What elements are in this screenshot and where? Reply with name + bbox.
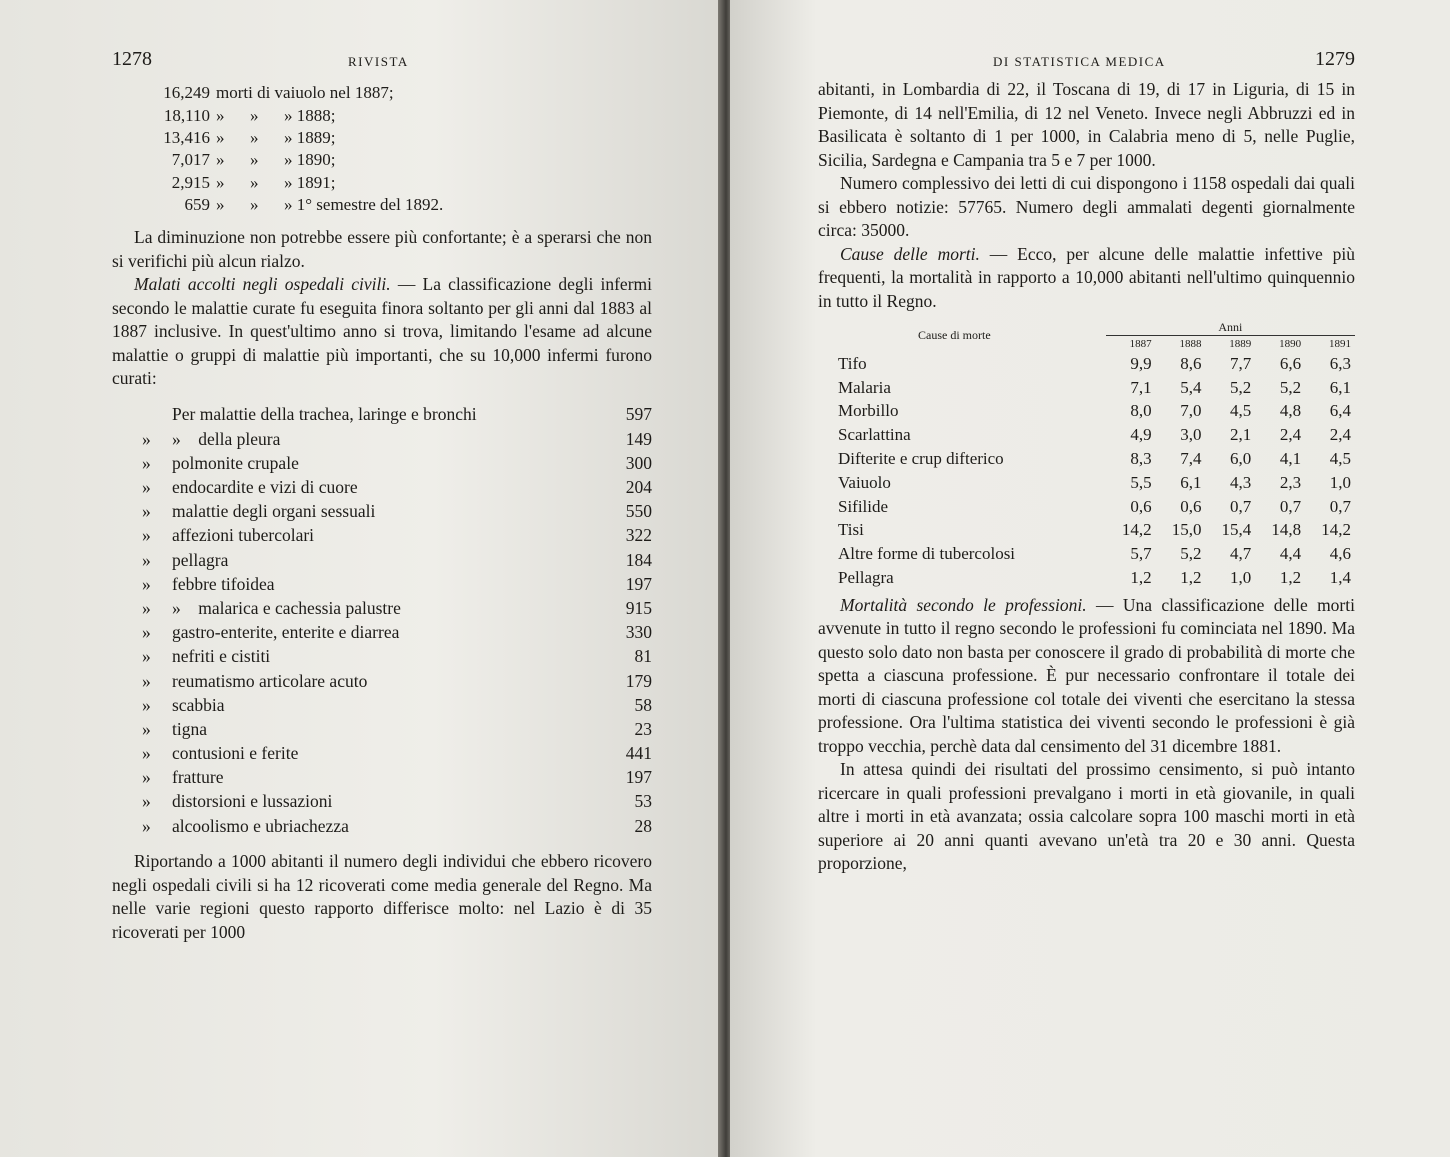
ditto-mark: » xyxy=(142,597,151,618)
list-item xyxy=(112,669,652,693)
list-item xyxy=(112,693,652,717)
rate-value: 7,4 xyxy=(1180,449,1202,469)
table-row xyxy=(838,495,1355,519)
disease-label xyxy=(172,693,602,717)
disease-label xyxy=(172,524,602,548)
year-header: 1889 xyxy=(1205,336,1255,353)
list-item xyxy=(112,717,652,741)
disease-label xyxy=(172,814,602,838)
disease-count: 149 xyxy=(625,428,652,449)
row-text: » » » 1891; xyxy=(216,172,336,192)
ditto-mark xyxy=(112,403,172,427)
death-count: 7,017 xyxy=(171,150,210,170)
ditto-mark: » xyxy=(142,791,151,812)
disease-label xyxy=(172,790,602,814)
disease-name: tigna xyxy=(172,718,207,739)
death-count: 13,416 xyxy=(163,127,210,147)
cause-name: Morbillo xyxy=(838,401,899,421)
paragraph xyxy=(818,594,1355,759)
disease-count: 58 xyxy=(634,694,652,715)
disease-count: 197 xyxy=(625,767,652,788)
paragraph: Riportando a 1000 abitanti il numero degli individui che ebbero ricovero negli ospedali civili si ha 12 ricoverati come media generale del Regno. Ma nelle varie regioni questo rapporto differisce molto: nel Lazio è di 35 ricoverati per 1000 xyxy=(112,851,652,942)
rate-value: 5,2 xyxy=(1180,544,1202,564)
rate-value: 6,1 xyxy=(1180,472,1202,492)
rate-value: 2,4 xyxy=(1329,425,1351,445)
rate-value: 4,5 xyxy=(1329,449,1351,469)
disease-name: distorsioni e lussazioni xyxy=(172,791,333,812)
ditto-mark: » xyxy=(142,525,151,546)
rate-value: 9,9 xyxy=(1130,353,1152,373)
list-item xyxy=(112,500,652,524)
rate-value: 3,0 xyxy=(1180,425,1202,445)
cause-name: Pellagra xyxy=(838,568,894,588)
rate-value: 8,3 xyxy=(1130,449,1152,469)
table-row xyxy=(838,519,1355,543)
disease-name: » malarica e cachessia palustre xyxy=(172,597,401,618)
ditto-mark: » xyxy=(142,767,151,788)
rate-value: 1,0 xyxy=(1329,472,1351,492)
running-title: DI STATISTICA MEDICA xyxy=(993,54,1166,69)
ditto-mark: » xyxy=(142,694,151,715)
rate-value: 1,2 xyxy=(1279,568,1302,588)
year-header: 1891 xyxy=(1305,336,1355,353)
rate-value: 7,1 xyxy=(1130,377,1152,397)
ditto-mark: » xyxy=(142,573,151,594)
disease-name: malattie degli organi sessuali xyxy=(172,501,376,522)
disease-label xyxy=(172,596,602,620)
vaiolo-row xyxy=(146,149,449,171)
list-item xyxy=(112,427,652,451)
disease-count: 915 xyxy=(625,597,652,618)
rate-value: 7,0 xyxy=(1180,401,1202,421)
row-text: » » » 1888; xyxy=(216,105,336,125)
disease-name: febbre tifoidea xyxy=(172,573,275,594)
disease-count: 204 xyxy=(625,477,652,497)
rate-value: 0,6 xyxy=(1130,496,1152,516)
death-count: 18,110 xyxy=(163,105,210,125)
ditto-mark: » xyxy=(142,428,151,449)
disease-count: 441 xyxy=(625,743,652,764)
paragraph: Numero complessivo dei letti di cui dispongono i 1158 ospedali dai quali si ebbero notizie: 57765. Numero degli ammalati degenti giornalmente circa: 35000. xyxy=(818,173,1355,240)
rate-value: 6,0 xyxy=(1230,449,1252,469)
list-item xyxy=(112,548,652,572)
disease-label xyxy=(172,500,602,524)
disease-label xyxy=(172,766,602,790)
rate-value: 1,0 xyxy=(1230,568,1252,588)
rate-value: 4,8 xyxy=(1279,401,1302,421)
list-item xyxy=(112,475,652,499)
rate-value: 5,2 xyxy=(1230,377,1252,397)
paragraph: abitanti, in Lombardia di 22, il Toscana di 19, di 17 in Liguria, di 15 in Piemonte, di 14 nell'Emilia, di 12 nel Veneto. Invece negli Abbruzzi ed in Basilicata è soltanto di 1 per 1000, in Calabria meno di 5, nelle Puglie, Sicilia, Sardegna e Campania tra 5 e 7 per 1000. xyxy=(818,79,1355,170)
disease-name: polmonite crupale xyxy=(172,452,299,473)
section-heading: Malati accolti negli ospedali civili. xyxy=(134,274,391,295)
ditto-mark: » xyxy=(142,622,151,643)
disease-name: endocardite e vizi di cuore xyxy=(172,477,358,497)
rate-value: 4,4 xyxy=(1279,544,1302,564)
paragraph xyxy=(112,273,652,391)
list-item xyxy=(112,572,652,596)
disease-count: 550 xyxy=(625,501,652,522)
rate-value: 5,7 xyxy=(1130,544,1152,564)
page-number: 1278 xyxy=(112,48,152,70)
death-count: 2,915 xyxy=(171,172,210,192)
rate-value: 2,3 xyxy=(1279,472,1302,492)
disease-label xyxy=(172,451,602,475)
rate-value: 6,4 xyxy=(1329,401,1351,421)
rate-value: 4,3 xyxy=(1230,472,1252,492)
table-row xyxy=(838,376,1355,400)
disease-name: alcoolismo e ubriachezza xyxy=(172,815,349,836)
death-count: 16,249 xyxy=(163,83,210,103)
list-item xyxy=(112,451,652,475)
table-row xyxy=(838,352,1355,376)
list-item xyxy=(112,790,652,814)
disease-name: » della pleura xyxy=(172,428,281,449)
list-item xyxy=(112,766,652,790)
disease-count: 179 xyxy=(625,670,652,691)
cause-column-header: Cause di morte xyxy=(918,328,991,342)
disease-label xyxy=(172,645,602,669)
rate-value: 15,4 xyxy=(1221,520,1252,540)
row-text: » » » 1889; xyxy=(216,127,336,147)
disease-label xyxy=(172,621,602,645)
list-item xyxy=(112,814,652,838)
ditto-mark: » xyxy=(142,718,151,739)
paragraph-text: — Una classificazione delle morti avvenute in tutto il regno secondo le professioni fu cominciata nel 1890. Ma questo solo dato non basta per conoscere il grado di probabilità di morte che spetta a ciascuna professione. È pur necessario confrontare il totale dei morti di ciascuna professione col totale dei viventi che esercitano la stessa professione. Ora l'ultima statistica dei viventi secondo le professioni è già troppo vecchia, perchè data dal censimento del 31 dicembre 1881. xyxy=(818,594,1355,756)
disease-count: 300 xyxy=(625,452,652,473)
ditto-mark: » xyxy=(142,501,151,522)
table-row xyxy=(838,566,1355,590)
disease-label xyxy=(172,427,602,451)
ditto-mark: » xyxy=(142,670,151,691)
vaiolo-row xyxy=(146,172,449,194)
rate-value: 6,6 xyxy=(1279,353,1302,373)
section-heading: Mortalità secondo le professioni. xyxy=(840,594,1087,615)
cause-name: Altre forme di tubercolosi xyxy=(838,544,1016,564)
left-header xyxy=(112,48,652,78)
rate-value: 0,7 xyxy=(1230,496,1252,516)
year-header: 1888 xyxy=(1156,336,1206,353)
rate-value: 5,2 xyxy=(1279,377,1302,397)
rate-value: 2,1 xyxy=(1230,425,1252,445)
list-item xyxy=(112,403,652,427)
paragraph: In attesa quindi dei risultati del prossimo censimento, si può intanto ricercare in quali professioni prevalgano i morti in età giovanile, in quali altre i morti in età avanzata; ossia calcolare sopra 100 maschi morti in età superiore ai 20 anni quanti avevano un'età tra 20 e 30 anni. Questa proporzione, xyxy=(818,759,1355,874)
running-title: RIVISTA xyxy=(348,54,409,69)
rate-value: 8,6 xyxy=(1180,353,1202,373)
disease-label xyxy=(172,548,602,572)
rate-value: 1,2 xyxy=(1180,568,1202,588)
ditto-mark: » xyxy=(142,815,151,836)
ditto-mark: » xyxy=(142,646,151,667)
rate-value: 0,7 xyxy=(1329,496,1351,516)
rate-value: 4,5 xyxy=(1230,401,1252,421)
paragraph: La diminuzione non potrebbe essere più confortante; è a sperarsi che non si verifichi più alcun rialzo. xyxy=(112,227,652,271)
disease-name: contusioni e ferite xyxy=(172,743,299,764)
rate-value: 4,1 xyxy=(1279,449,1302,469)
table-row xyxy=(838,400,1355,424)
disease-count: 330 xyxy=(625,622,652,643)
disease-label xyxy=(172,717,602,741)
table-row xyxy=(838,542,1355,566)
rate-value: 5,5 xyxy=(1130,472,1152,492)
rate-value: 14,2 xyxy=(1121,520,1152,540)
vaiolo-row xyxy=(146,104,449,126)
rate-value: 0,7 xyxy=(1279,496,1302,516)
disease-label xyxy=(172,475,602,499)
disease-name: scabbia xyxy=(172,694,225,715)
cause-name: Sifilide xyxy=(838,496,889,516)
rate-value: 8,0 xyxy=(1130,401,1152,421)
disease-label xyxy=(172,572,602,596)
mortality-table xyxy=(838,319,1355,590)
disease-label xyxy=(172,669,602,693)
rate-value: 4,9 xyxy=(1130,425,1152,445)
cause-name: Vaiuolo xyxy=(838,472,891,492)
disease-label xyxy=(172,741,602,765)
disease-count: 322 xyxy=(625,525,652,546)
list-item xyxy=(112,524,652,548)
disease-count: 597 xyxy=(625,404,652,425)
rate-value: 6,1 xyxy=(1329,377,1351,397)
cause-name: Tisi xyxy=(838,520,864,540)
row-text: » » » 1890; xyxy=(216,150,336,170)
disease-count: 81 xyxy=(634,646,652,667)
rate-value: 14,2 xyxy=(1321,520,1351,540)
rate-value: 15,0 xyxy=(1171,520,1202,540)
disease-name: affezioni tubercolari xyxy=(172,525,315,546)
right-header xyxy=(818,48,1355,78)
rate-value: 6,3 xyxy=(1329,353,1351,373)
list-item xyxy=(112,741,652,765)
rate-value: 0,6 xyxy=(1180,496,1202,516)
disease-name: Per malattie della trachea, laringe e bronchi xyxy=(172,404,477,425)
smallpox-deaths-list xyxy=(146,82,449,216)
disease-list xyxy=(112,403,652,838)
year-header: 1890 xyxy=(1255,336,1305,353)
ditto-mark: » xyxy=(142,549,151,570)
ditto-mark: » xyxy=(142,477,151,497)
rate-value: 4,7 xyxy=(1230,544,1252,564)
section-heading: Cause delle morti. xyxy=(840,243,980,264)
disease-count: 28 xyxy=(634,815,652,836)
rate-value: 4,6 xyxy=(1329,544,1351,564)
disease-count: 23 xyxy=(634,718,652,739)
page-number: 1279 xyxy=(1315,48,1355,70)
death-count: 659 xyxy=(184,195,210,215)
paragraph-text: — Ecco, per alcune delle malattie infettive più frequenti, la mortalità in rapporto a 10,000 abitanti nell'ultimo quinquennio in tutto il Regno. xyxy=(818,243,1356,311)
vaiolo-row xyxy=(146,82,449,104)
vaiolo-row xyxy=(146,194,449,216)
disease-count: 184 xyxy=(625,549,652,570)
paragraph-text: — La classificazione degli infermi secondo le malattie curate fu eseguita finora soltanto per gli anni dal 1883 al 1887 inclusive. In quest'ultimo anno si trova, limitando l'esame ad alcune malattie o gruppi di malattie più importanti, che su 10,000 infermi furono curati: xyxy=(112,274,652,389)
table-row xyxy=(838,471,1355,495)
cause-name: Scarlattina xyxy=(838,425,911,445)
ditto-mark: » xyxy=(142,452,151,473)
rate-value: 14,8 xyxy=(1271,520,1302,540)
disease-name: gastro-enterite, enterite e diarrea xyxy=(172,622,400,643)
vaiolo-row xyxy=(146,127,449,149)
rate-value: 1,2 xyxy=(1130,568,1152,588)
right-page xyxy=(730,0,1450,1157)
table-row xyxy=(838,447,1355,471)
disease-name: nefriti e cistiti xyxy=(172,646,271,667)
row-text: morti di vaiuolo nel 1887; xyxy=(216,83,394,103)
paragraph xyxy=(818,243,1355,314)
rate-value: 2,4 xyxy=(1279,425,1302,445)
disease-count: 53 xyxy=(634,791,652,812)
list-item xyxy=(112,621,652,645)
rate-value: 7,7 xyxy=(1230,353,1252,373)
years-header: Anni xyxy=(1218,319,1243,334)
year-header: 1887 xyxy=(1106,336,1156,353)
list-item xyxy=(112,596,652,620)
disease-count: 197 xyxy=(625,573,652,594)
rate-value: 5,4 xyxy=(1180,377,1202,397)
row-text: » » » 1° semestre del 1892. xyxy=(216,195,444,215)
cause-name: Tifo xyxy=(838,353,867,373)
cause-name: Difterite e crup difterico xyxy=(838,449,1004,469)
cause-name: Malaria xyxy=(838,377,891,397)
disease-label xyxy=(172,403,602,427)
table-row xyxy=(838,423,1355,447)
rate-value: 1,4 xyxy=(1329,568,1351,588)
disease-name: pellagra xyxy=(172,549,229,570)
ditto-mark: » xyxy=(142,743,151,764)
left-page xyxy=(0,0,722,1157)
list-item xyxy=(112,645,652,669)
disease-name: fratture xyxy=(172,767,224,788)
disease-name: reumatismo articolare acuto xyxy=(172,670,368,691)
